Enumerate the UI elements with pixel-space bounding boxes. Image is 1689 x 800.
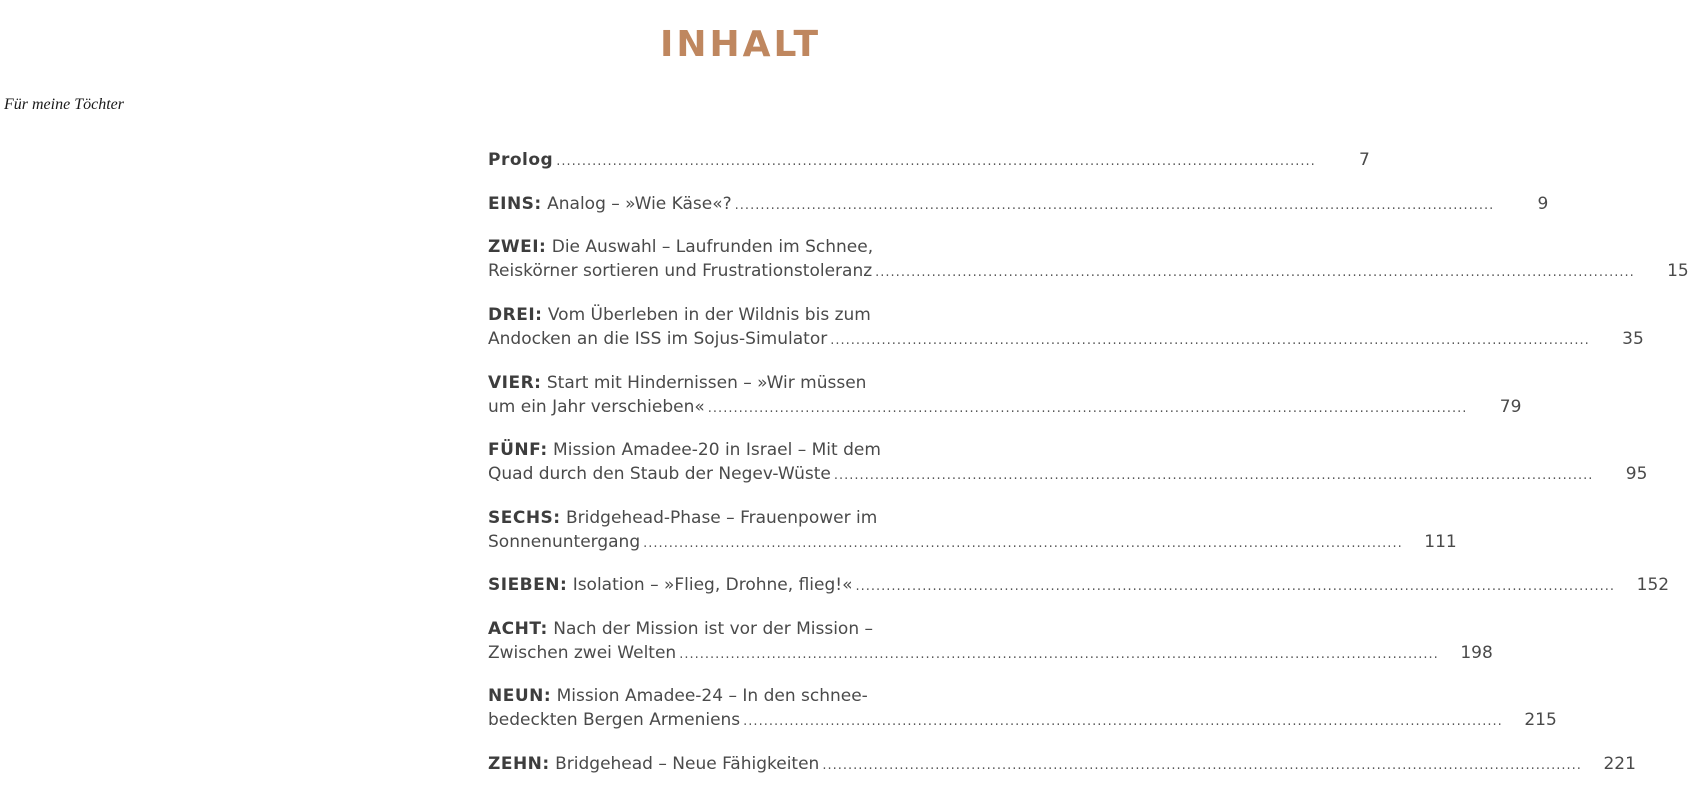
page-number: 198	[1460, 643, 1493, 663]
entry-title-cont: Andocken an die ISS im Sojus-Simulator	[488, 329, 828, 349]
leader-dots: ....................................................................................................................................................	[679, 647, 1439, 662]
entry-title-cont: Reiskörner sortieren und Frustrationstoleranz	[488, 261, 873, 281]
entry-title: Analog – »Wie Käse«?	[547, 194, 732, 214]
page-number: 35	[1622, 329, 1644, 349]
chapter-number: EINS:	[488, 194, 542, 214]
leader-dots: ....................................................................................................................................................	[556, 154, 1316, 169]
table-of-contents	[488, 0, 1689, 800]
page-number: 7	[1358, 150, 1370, 170]
entry-line	[488, 684, 998, 708]
entry-title: Start mit Hindernissen – »Wir müssen	[546, 373, 867, 393]
entry-title-cont: Sonnenuntergang	[488, 532, 641, 552]
toc-entry-sieben[interactable]	[488, 573, 1670, 597]
entry-title: Mission Amadee-24 – In den schnee-	[556, 686, 868, 706]
page-number: 15	[1667, 261, 1689, 281]
entry-line	[488, 371, 998, 395]
entry-title: Mission Amadee-20 in Israel – Mit dem	[553, 440, 881, 460]
page-number: 79	[1499, 397, 1522, 417]
toc-entry-zwei[interactable]	[488, 235, 1689, 283]
toc-entry-neun[interactable]	[488, 684, 1557, 732]
leader-dots: ....................................................................................................................................................	[822, 758, 1582, 773]
page-number: 111	[1424, 532, 1457, 552]
leader-dots: ....................................................................................................................................................	[707, 401, 1468, 416]
entry-line	[488, 506, 998, 530]
chapter-number: ACHT:	[488, 619, 548, 639]
entry-title: Nach der Mission ist vor der Mission –	[553, 619, 873, 639]
chapter-number: ZWEI:	[488, 237, 547, 257]
chapter-number: ZEHN:	[488, 754, 550, 774]
entry-line	[488, 303, 998, 327]
chapter-number: NEUN:	[488, 686, 552, 706]
chapter-number: FÜNF:	[488, 440, 548, 460]
toc-entry-fuenf[interactable]	[488, 438, 1648, 486]
entry-title: Vom Überleben in der Wildnis bis zum	[547, 305, 871, 325]
chapter-number: SIEBEN:	[488, 575, 568, 595]
toc-entry-acht[interactable]	[488, 617, 1493, 665]
toc-entry-drei[interactable]	[488, 303, 1644, 351]
dedication: Für meine Töchter	[4, 96, 124, 113]
leader-dots: ....................................................................................................................................................	[833, 468, 1594, 483]
leader-dots: ....................................................................................................................................................	[734, 198, 1495, 213]
page-title: INHALT	[660, 24, 822, 65]
leader-dots: ....................................................................................................................................................	[830, 333, 1590, 348]
toc-entry-eins[interactable]	[488, 192, 1549, 216]
chapter-number: VIER:	[488, 373, 542, 393]
page-number: 152	[1636, 575, 1670, 595]
entry-title: Prolog	[488, 150, 554, 170]
entry-title-cont: um ein Jahr verschieben«	[488, 397, 705, 417]
entry-line	[488, 617, 998, 641]
leader-dots: ....................................................................................................................................................	[743, 714, 1503, 729]
toc-entry-zehn[interactable]	[488, 752, 1636, 776]
toc-entry-prolog[interactable]	[488, 148, 1370, 172]
entry-title-cont: bedeckten Bergen Armeniens	[488, 710, 741, 730]
entry-text	[488, 192, 732, 216]
page-number: 95	[1625, 464, 1648, 484]
page-number: 215	[1524, 710, 1557, 730]
chapter-number: DREI:	[488, 305, 543, 325]
leader-dots: ....................................................................................................................................................	[875, 265, 1635, 280]
entry-title: Die Auswahl – Laufrunden im Schnee,	[551, 237, 874, 257]
entry-title: Isolation – »Flieg, Drohne, flieg!«	[572, 575, 853, 595]
entry-text	[488, 752, 819, 776]
entry-title: Bridgehead – Neue Fähigkeiten	[555, 754, 820, 774]
leader-dots: ....................................................................................................................................................	[855, 579, 1616, 594]
toc-entry-sechs[interactable]	[488, 506, 1457, 554]
entry-title-cont: Zwischen zwei Welten	[488, 643, 677, 663]
entry-title: Bridgehead-Phase – Frauenpower im	[566, 508, 878, 528]
chapter-number: SECHS:	[488, 508, 561, 528]
entry-line	[488, 438, 998, 462]
page-number: 221	[1603, 754, 1636, 774]
entry-text	[488, 573, 852, 597]
toc-entry-vier[interactable]	[488, 371, 1522, 419]
page-number: 9	[1537, 194, 1549, 214]
leader-dots: ....................................................................................................................................................	[643, 536, 1403, 551]
entry-line	[488, 235, 998, 259]
entry-title-cont: Quad durch den Staub der Negev-Wüste	[488, 464, 831, 484]
